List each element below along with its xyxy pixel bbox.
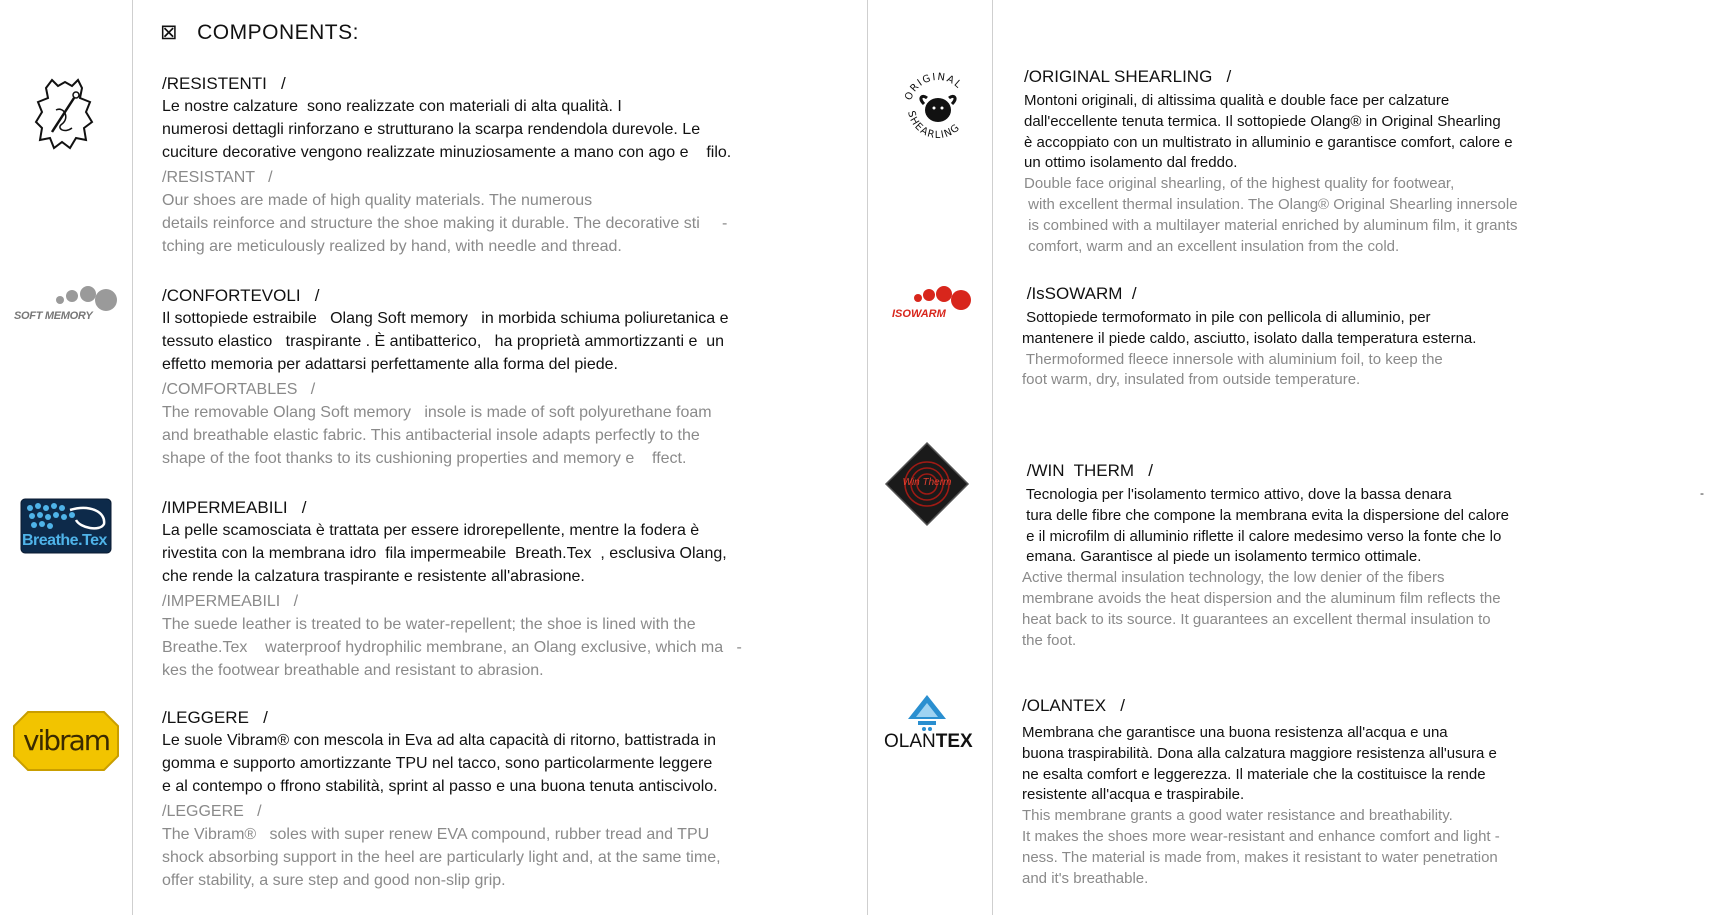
it-line: resistente all'acqua e traspirabile. <box>1022 786 1245 804</box>
en-line: Our shoes are made of high quality materials. The numerous <box>162 192 593 209</box>
it-line: tessuto elastico traspirante . È antibatterico, ha proprietà ammortizzanti e un <box>162 333 725 350</box>
section-win-therm <box>1022 460 1509 651</box>
section-original-shearling <box>1024 66 1518 257</box>
it-line: è accoppiato con un multistrato in alluminio e garantisce comfort, calore e <box>1024 133 1513 151</box>
shearling-arc-bottom: SHEARLING <box>905 109 963 142</box>
en-line: kes the footwear breathable and resistant to abrasion. <box>162 662 544 679</box>
soft-memory-icon <box>12 286 120 326</box>
en-title: /RESISTANT / <box>162 169 273 186</box>
section-isowarm <box>1022 283 1476 391</box>
section-title: /LEGGERE / <box>162 708 268 727</box>
en-line: comfort, warm and an excellent insulation from the cold. <box>1024 237 1400 255</box>
it-line: Il sottopiede estraibile Olang Soft memory in morbida schiuma poliuretanica e <box>162 310 729 327</box>
olantex-label-b: TEX <box>935 731 973 752</box>
it-line: mantenere il piede caldo, asciutto, isolato dalla temperatura esterna. <box>1022 329 1477 347</box>
en-line: Thermoformed fleece innersole with aluminium foil, to keep the <box>1022 350 1443 368</box>
leather-icon <box>34 76 96 152</box>
en-title: /IMPERMEABILI / <box>162 593 299 610</box>
it-line: e il microfilm di alluminio riflette il calore medesimo verso la fonte che lo <box>1022 527 1502 545</box>
it-line: Membrana che garantisce una buona resistenza all'acqua e una <box>1022 724 1448 741</box>
it-line: tura delle fibre che compone la membrana evita la dispersione del calore <box>1022 506 1509 524</box>
en-line: The removable Olang Soft memory insole is made of soft polyurethane foam <box>162 404 712 421</box>
olantex-label-a: OLAN <box>884 731 936 752</box>
it-line: che rende la calzatura traspirante e resistente all'abrasione. <box>162 568 585 585</box>
it-line: dall'eccellente tenuta termica. Il sottopiede Olang® in Original Shearling <box>1024 112 1501 130</box>
en-line: Double face original shearling, of the highest quality for footwear, <box>1024 175 1455 193</box>
win-therm-icon <box>884 441 970 527</box>
it-line: cuciture decorative vengono realizzate minuziosamente a mano con ago e filo. <box>162 144 732 161</box>
section-confortevoli <box>162 285 729 470</box>
en-line: Active thermal insulation technology, the low denier of the fibers <box>1022 569 1445 587</box>
section-title: /IMPERMEABILI / <box>162 498 307 517</box>
en-line: tching are meticulously realized by hand, with needle and thread. <box>162 238 622 255</box>
en-line: is combined with a multilayer material enriched by aluminum film, it grants <box>1024 216 1518 234</box>
en-line: details reinforce and structure the shoe making it durable. The decorative sti - <box>162 215 728 232</box>
vibram-label: vibram <box>22 724 110 757</box>
section-title: /OLANTEX / <box>1022 696 1125 715</box>
divider-middle <box>867 0 868 915</box>
en-line: The Vibram® soles with super renew EVA compound, rubber tread and TPU <box>162 826 710 843</box>
en-line: The suede leather is treated to be water-repellent; the shoe is lined with the <box>162 616 696 633</box>
soft-memory-label: SOFT MEMORY <box>14 310 93 322</box>
en-line: Breathe.Tex waterproof hydrophilic membrane, an Olang exclusive, which ma - <box>162 639 742 656</box>
section-title: /ORIGINAL SHEARLING / <box>1024 67 1232 86</box>
en-line: heat back to its source. It guarantees an excellent thermal insulation to <box>1022 610 1491 628</box>
section-olantex <box>1022 695 1500 889</box>
isowarm-label: ISOWARM <box>892 308 946 320</box>
en-line: and it's breathable. <box>1022 869 1149 887</box>
it-line: un ottimo isolamento dal freddo. <box>1024 154 1238 172</box>
it-line: Le nostre calzature sono realizzate con materiali di alta qualità. I <box>162 98 622 115</box>
olantex-icon <box>884 693 973 753</box>
it-line: numerosi dettagli rinforzano e strutturano la scarpa rendendola durevole. Le <box>162 121 701 138</box>
en-line: the foot. <box>1022 631 1077 649</box>
section-impermeabili <box>162 497 742 682</box>
vibram-icon <box>12 710 120 772</box>
en-line: ness. The material is made from, makes it resistant to water penetration <box>1022 848 1498 866</box>
it-line: effetto memoria per adattarsi perfettamente alla forma del piede. <box>162 356 618 373</box>
shearling-arc-top: ORIGINAL <box>903 71 965 103</box>
it-line: e al contempo o ffrono stabilità, sprint al passo e una buona tenuta antiscivolo. <box>162 778 718 795</box>
isowarm-icon <box>888 286 974 322</box>
en-line: shape of the foot thanks to its cushioning properties and memory e ffect. <box>162 450 687 467</box>
page-heading <box>160 20 359 45</box>
section-title: /RESISTENTI / <box>162 74 286 93</box>
en-title: /COMFORTABLES / <box>162 381 316 398</box>
en-line: offer stability, a sure step and good non-slip grip. <box>162 872 506 889</box>
en-line: It makes the shoes more wear-resistant and enhance comfort and light - <box>1022 827 1500 845</box>
section-leggere <box>162 707 721 892</box>
checkbox-icon: ⊠ <box>160 21 179 44</box>
it-line: La pelle scamosciata è trattata per essere idrorepellente, mentre la fodera è <box>162 522 700 539</box>
original-shearling-icon <box>900 70 976 146</box>
en-line: with excellent thermal insulation. The Olang® Original Shearling innersole <box>1024 195 1518 213</box>
divider-left <box>132 0 133 915</box>
en-title: /LEGGERE / <box>162 803 262 820</box>
section-title: /WIN THERM / <box>1022 461 1153 480</box>
breathe-tex-icon <box>20 498 112 554</box>
section-resistenti <box>162 73 731 258</box>
win-therm-label: Win Therm <box>902 477 952 488</box>
it-line: ne esalta comfort e leggerezza. Il materiale che la costituisce la rende <box>1022 765 1486 783</box>
it-line: Sottopiede termoformato in pile con pellicola di alluminio, per <box>1022 309 1431 326</box>
breathe-tex-label: Breathe.Tex <box>22 532 107 549</box>
en-line: membrane avoids the heat dispersion and the aluminum film reflects the <box>1022 589 1501 607</box>
it-line: Montoni originali, di altissima qualità e double face per calzature <box>1024 92 1450 109</box>
it-line: Tecnologia per l'isolamento termico attivo, dove la bassa denara <box>1022 486 1452 503</box>
it-line: Le suole Vibram® con mescola in Eva ad alta capacità di ritorno, battistrada in <box>162 732 717 749</box>
en-line: and breathable elastic fabric. This antibacterial insole adapts perfectly to the <box>162 427 700 444</box>
en-line: This membrane grants a good water resistance and breathability. <box>1022 807 1453 825</box>
it-line: buona traspirabilità. Dona alla calzatura maggiore resistenza all'usura e <box>1022 744 1497 762</box>
en-line: shock absorbing support in the heel are particularly light and, at the same time, <box>162 849 721 866</box>
it-line: gomma e supporto amortizzante TPU nel tacco, sono particolarmente leggere <box>162 755 713 772</box>
edge-mark: - <box>1700 486 1704 500</box>
it-line: rivestita con la membrana idro fila impermeabile Breath.Tex , esclusiva Olang, <box>162 545 727 562</box>
divider-right <box>992 0 993 915</box>
en-line: foot warm, dry, insulated from outside temperature. <box>1022 371 1361 389</box>
olantex-label <box>884 731 973 753</box>
section-title: /CONFORTEVOLI / <box>162 286 320 305</box>
it-line: emana. Garantisce al piede un isolamento termico ottimale. <box>1022 548 1422 566</box>
page-heading-label: COMPONENTS: <box>197 21 359 44</box>
section-title: /IsSOWARM / <box>1022 284 1137 303</box>
